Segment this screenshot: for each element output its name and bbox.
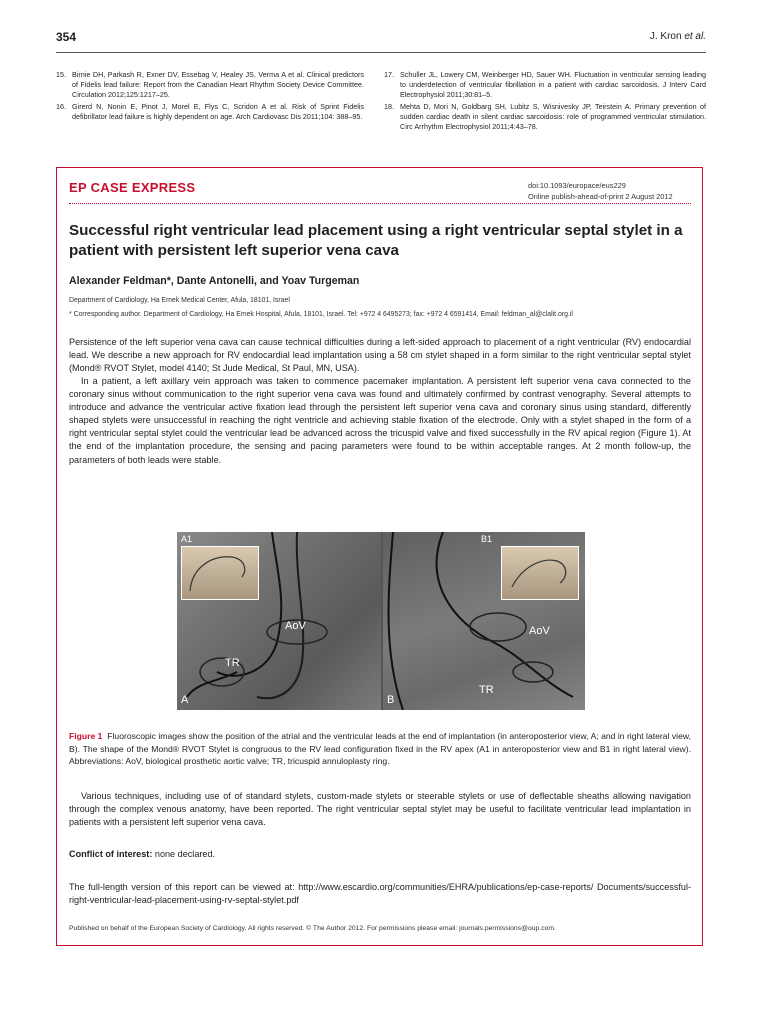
label-aov-b: AoV [529,625,550,637]
figure-caption-label: Figure 1 [69,731,103,741]
reference-item [384,70,706,101]
running-head [650,31,706,42]
panel-b [383,532,585,710]
figure-caption [69,730,691,768]
header-rule [56,52,706,53]
reference-number: 15. [56,70,66,79]
running-head-etal: et al. [684,31,706,42]
label-b1: B1 [481,534,493,544]
reference-item [384,102,706,133]
label-tr-a: TR [225,657,240,669]
conflict-of-interest [69,849,215,859]
label-a: A [181,694,189,706]
coi-text: none declared. [152,849,216,859]
inset-a1 [181,546,259,600]
stylet-shape-a1 [182,547,258,599]
publisher-note: Published on behalf of the European Society of Cardiology. All rights reserved. © The Author 2012. For permissions please email: journals.permissions@oup.com. [69,925,556,932]
panel-a [177,532,381,710]
label-a1: A1 [181,534,193,544]
doi-text: doi:10.1093/europace/eus229 [528,181,626,190]
corresponding-author: * Corresponding author. Department of Cardiology, Ha Emek Hospital, Afula, 18101, Israel. Tel: +972 4 6495273; fax: +972 4 6591414, Email: feldman_al@clalit.org.il [69,311,573,318]
reference-text: Girerd N, Nonin E, Pinot J, Morel E, Flys C, Scridon A et al. Risk of Sprint Fidelis defibrillator lead failure is highly dependent on age. Arch Cardiovasc Dis 2011;104: 388–95. [72,101,364,121]
fluoroscopy-figure [177,532,585,710]
affiliation: Department of Cardiology, Ha Emek Medical Center, Afula, 18101, Israel [69,297,290,304]
reference-text: Birnie DH, Parkash R, Exner DV, Essebag V, Healey JS, Verma A et al. Clinical predictors of Fidelis lead failure: Report from the Canadian Heart Rhythm Society Device Committee. Circulation 2012;125:1217–25. [72,70,364,100]
inset-b1 [501,546,579,600]
body-paragraph-1: Persistence of the left superior vena cava can cause technical difficulties during a left-sided approach to placement of a right ventricular (RV) endocardial lead. We describe a new approach for RV endocardial lead implantation using a 58 cm stylet shaped in a form similar to the right ventricular septal stylet (Mond® RVOT Stylet, model 4140; St Jude Medical, St Paul, MN, USA). [69,337,691,374]
running-head-author: J. Kron [649,31,685,42]
figure-caption-text: Fluoroscopic images show the position of the atrial and the ventricular leads at the end of implantation (in anteroposterior view, A; and in right lateral view, B). The shape of the Mond® RVOT Stylet is congruous to the RV lead configuration fixed in the RV apex (A1 in anteroposterior view and B1 in right lateral view). Abbreviations: AoV, biological prosthetic aortic valve; TR, tricuspid annuloplasty ring. [69,731,691,767]
reference-item [56,102,364,122]
reference-number: 16. [56,101,66,111]
references-right-column [384,70,706,133]
section-label: EP CASE EXPRESS [69,180,196,195]
online-date: Online publish-ahead-of-print 2 August 2012 [528,192,673,201]
label-aov-a: AoV [285,620,306,632]
reference-text: Schuller JL, Lowery CM, Weinberger HD, Sauer WH. Fluctuation in ventricular sensing leading to underdetection of ventricular fibrillation in a patient with cardiac sarcoidosis. J Interv Card Electrophysiol 2011;30:81–5. [400,70,706,100]
page-number: 354 [56,30,77,44]
dotted-divider [69,203,691,204]
stylet-shape-b1 [502,547,578,599]
label-b: B [387,694,395,706]
references-left-column [56,70,364,123]
reference-text: Mehta D, Mori N, Goldbarg SH, Lubitz S, Wisnivesky JP, Teirstein A. Primary prevention of sudden cardiac death in silent cardiac sarcoidosis: role of programmed ventricular stimulation. Circ Arrhythm Electrophysiol 2011;4:43–78. [400,101,706,132]
label-tr-b: TR [479,684,494,696]
doi-block [528,180,673,202]
article-title: Successful right ventricular lead placement using a right ventricular septal stylet in a patient with persistent left superior vena cava [69,222,683,259]
full-version-note: The full-length version of this report can be viewed at: http://www.escardio.org/communities/EHRA/publications/ep-case-reports/ Documents/successful-right-ventricular-lead-placement-using-rv-septal-stylet.pdf [69,882,691,906]
author-list: Alexander Feldman*, Dante Antonelli, and Yoav Turgeman [69,275,360,287]
body-paragraph-3: Various techniques, including use of of standard stylets, custom-made stylets or steerable stylets or use of deflectable sheaths allowing navigation through the complex venous anatomy, have been reported. The right ventricular septal stylet may be useful to facilitate ventricular lead implantation in patients with a persistent left superior vena cava. [69,791,691,828]
coi-label: Conflict of interest: [69,849,153,859]
reference-item [56,70,364,101]
reference-number: 17. [384,70,394,79]
reference-number: 18. [384,101,394,111]
body-paragraph-2: In a patient, a left axillary vein approach was taken to commence pacemaker implantation. A persistent left superior vena cava connected to the coronary sinus without communication to the right superior vena cava was found and ultimately confirmed by contrast venography. Several attempts to introduce and advance the ventricular active fixation lead through the persistent left superior vena cava and coronary sinus using standard, differently shaped stylets were unsuccessful in reaching the right ventricle and achieving stable fixation of the electrode. Only with a stylet shaped in the form of a right ventricular septal stylet could the ventricular lead be advanced across the tricuspid valve and fixed successfully in the RV apical region (Figure 1). At the end of the implantation procedure, the sensing and pacing parameters were found to be within acceptable ranges. At 2 month follow-up, the parameters of both leads were stable. [69,376,691,465]
